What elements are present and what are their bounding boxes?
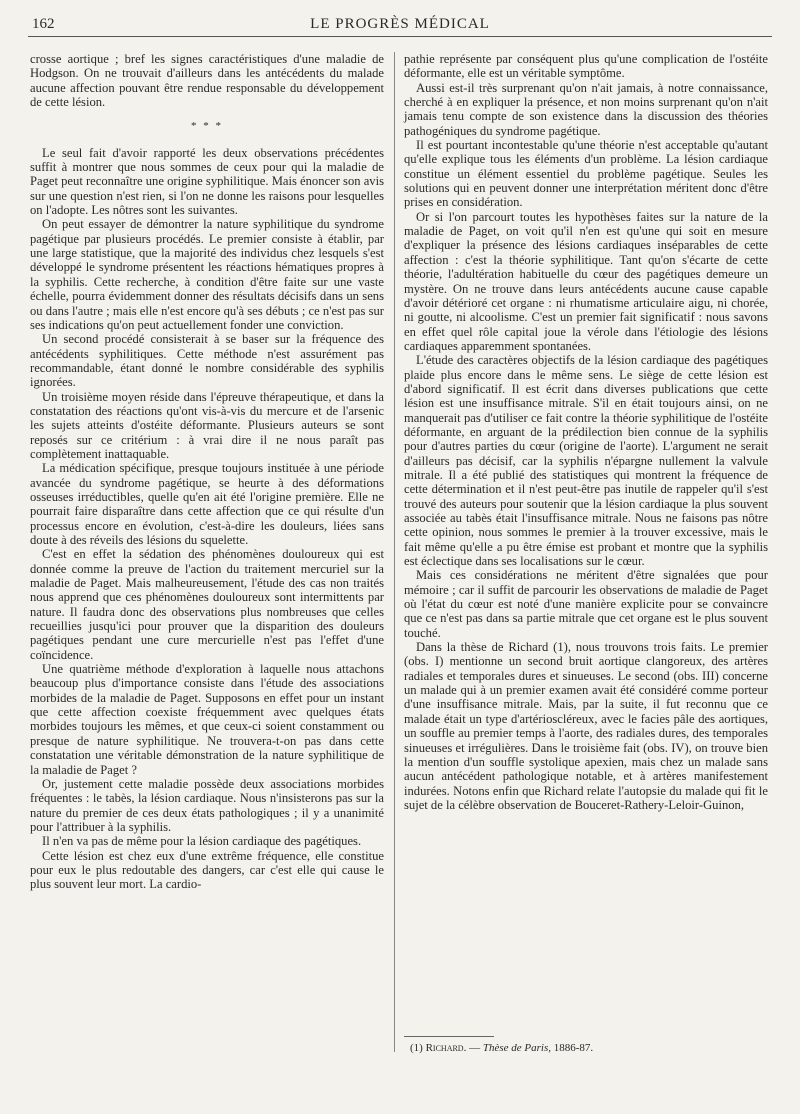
left-column xyxy=(30,52,384,892)
asterism-separator: * * * xyxy=(191,120,223,133)
paragraph: Cette lésion est chez eux d'une extrême fréquence, elle constitue pour eux le plus redoutable des dangers, car c'est elle qui cause le plus souvent leur mort. La cardio- xyxy=(30,848,384,892)
footnote-dash: — xyxy=(466,1042,483,1054)
paragraph: Une quatrième méthode d'exploration à laquelle nous attachons beaucoup plus d'importance consiste dans l'étude des associations morbides de la maladie de Paget. Supposons en effet pour un instant que cette affection coexiste fréquemment avec quelques états morbides toujours les mêmes, et que ceux-ci soient constamment ou presque de nature syphilitique. Ne trouvera-t-on pas dans cette constatation une véritable démonstration de la nature syphilitique de la maladie de Paget ? xyxy=(30,662,384,777)
footnote-author: Richard. xyxy=(425,1042,467,1054)
footnote xyxy=(410,1042,770,1054)
right-column xyxy=(404,52,768,812)
header-rule xyxy=(28,36,772,37)
paragraph: Un second procédé consisterait à se baser sur la fréquence des antécédents syphilitiques. Cette méthode n'est assurément pas recommandable, étant donné le nombre considérable des syphilis ignorées. xyxy=(30,332,384,390)
paragraph: C'est en effet la sédation des phénomènes douloureux qui est donnée comme la preuve de l'action du traitement mercuriel sur la maladie de Paget. Mais malheureusement, l'étude des cas non traités nous apprend que ces phénomènes douloureux sont intermittents par nature. Il faudra donc des observations plus nombreuses que celles recueillies jusqu'ici pour prouver que la disparition des douleurs pagétiques pendant une cure mercurielle n'est pas l'effet d'une coïncidence. xyxy=(30,547,384,662)
page-number: 162 xyxy=(32,16,55,32)
paragraph: Aussi est-il très surprenant qu'on n'ait jamais, à notre connaissance, cherché à en expliquer la présence, et non moins surprenant qu'on n'ait jamais tenu compte de son existence dans la discussion des théories pathogéniques du syndrome pagétique. xyxy=(404,80,768,138)
page-header xyxy=(28,16,772,38)
paragraph: Il n'en va pas de même pour la lésion cardiaque des pagétiques. xyxy=(42,834,362,849)
paragraph: Dans la thèse de Richard (1), nous trouvons trois faits. Le premier (obs. I) mentionne un second bruit aortique clangoreux, des artères radiales et temporales dures et sinueuses. Le second (obs. III) concerne un malade qui à un premier examen avait été considéré comme porteur d'une insuffisance mitrale. Mais, par la suite, il fut reconnu que ce malade était un type d'artérioscléreux, avec le facies pâle des aortiques, un souffle au premier temps à l'aorte, des radiales dures, des temporales sinueuses et irrégulières. Dans le troisième fait (obs. IV), on trouve bien la mention d'un souffle systolique apexien, mais chez un malade sans aucun antécédent pathologique notable, et à artères manifestement indurées. Notons enfin que Richard relate l'autopsie du malade qui fit le sujet de la célèbre observation de Bouceret-Rathery-Leloir-Guinon, xyxy=(404,640,768,812)
paragraph: La médication spécifique, presque toujours instituée à une période avancée du syndrome pagétique, se heurte à des déformations osseuses irréductibles, quelle qu'en ait été l'origine première. Elle ne pourrait faire disparaître dans cette affection que ce qui résulte d'un processus encore en évolution, c'est-à-dire les douleurs, liées sans doute à des réveils des lésions du squelette. xyxy=(30,461,384,547)
paragraph: On peut essayer de démontrer la nature syphilitique du syndrome pagétique par plusieurs procédés. Le premier consiste à établir, par une large statistique, que la majorité des individus chez lesquels s'est développé le syndrome présentent les réactions hématiques propres à la syphilis. Cette recherche, à condition d'être faite sur une vaste échelle, pourra évidemment donner des résultats décisifs dans un sens ou dans l'autre ; mais elle n'est encore qu'à ses débuts ; ce n'est pas sur ses indications qu'on peut actuellement fonder une conviction. xyxy=(30,217,384,332)
footnote-rule xyxy=(404,1036,494,1037)
paragraph: Or, justement cette maladie possède deux associations morbides fréquentes : le tabès, la lésion cardiaque. Nous n'insisterons pas sur la nature du premier de ces deux états pathologiques ; il y a unanimité pour l'attribuer à la syphilis. xyxy=(30,776,384,834)
paragraph: Le seul fait d'avoir rapporté les deux observations précédentes suffit à montrer que nous sommes de ceux pour qui la maladie de Paget peut reconnaître une origine syphilitique. Mais énoncer son avis sur une question n'est rien, si l'on ne donne les raisons pour lesquelles on l'adopte. Les nôtres sont les suivantes. xyxy=(30,145,384,218)
paragraph: crosse aortique ; bref les signes caractéristiques d'une maladie de Hodgson. On ne trouvait d'ailleurs dans les antécédents du malade aucune affection pouvant être rendue responsable du développement de cette lésion. xyxy=(30,52,384,110)
column-divider xyxy=(394,52,395,1052)
journal-title: LE PROGRÈS MÉDICAL xyxy=(310,16,490,32)
footnote-year: 1886-87. xyxy=(550,1042,594,1054)
paragraph: Mais ces considérations ne méritent d'être signalées que pour mémoire ; car il suffit de parcourir les observations de maladie de Paget où l'état du cœur est noté d'une manière explicite pour se convaincre que ce n'est pas dans sa partie mitrale que cet organe est le plus souvent touché. xyxy=(404,568,768,640)
footnote-marker: (1) xyxy=(410,1042,423,1054)
paragraph: Un troisième moyen réside dans l'épreuve thérapeutique, et dans la constatation des réactions qu'ont vis-à-vis du mercure et de l'arsenic les sujets atteints d'ostéite déformante. Plusieurs auteurs se sont reposés sur ce critérium : à vrai dire il ne nous paraît pas complètement inattaquable. xyxy=(30,389,384,461)
footnote-work: Thèse de Paris, xyxy=(482,1042,551,1054)
paragraph: Or si l'on parcourt toutes les hypothèses faites sur la nature de la maladie de Paget, on voit qu'il n'en est qu'une qui soit en mesure d'expliquer la présence des lésions cardiaques inséparables de cette affection : c'est la théorie syphilitique. Tant qu'on s'écarte de cette théorie, l'adultération habituelle du cœur des pagétiques demeure un mystère. On ne trouve dans leurs antécédents aucune cause capable d'avoir détérioré cet organe : ni rhumatisme articulaire aigu, ni chorée, ni goutte, ni alcoolisme. C'est un premier fait significatif : nous savons en effet quel rôle capital joue la vérole dans l'étiologie des lésions cardiaques apparemment spontanées. xyxy=(404,209,768,353)
paragraph: Il est pourtant incontestable qu'une théorie n'est acceptable qu'autant qu'elle explique tous les éléments d'un problème. La lésion cardiaque constitue un élément essentiel du problème pagétique. Seules les solutions qui en peuvent donner une interprétation méritent donc d'être prises en considération. xyxy=(404,138,768,210)
paragraph: L'étude des caractères objectifs de la lésion cardiaque des pagétiques plaide plus encore dans le même sens. Le siège de cette lésion est d'abord significatif. Il est écrit dans diverses publications que cette lésion est une insuffisance mitrale. S'il en était toujours ainsi, on ne manquerait pas d'utiliser ce fait contre la théorie syphilitique de l'ostéite déformante, en arguant de la prédilection bien connue de la syphilis pour d'autres parties du cœur (origine de l'aorte). L'argument ne serait d'ailleurs pas décisif, car la syphilis n'épargne nullement la valvule mitrale. Il a été publié des statistiques qui montrent la fréquence de cette détermination et il n'est peut-être pas inutile de rappeler qu'il s'est trouvé des auteurs pour soutenir que la lésion cardiaque la plus souvent associée au tabès était l'insuffisance mitrale. Nous ne faisons pas nôtre cette opinion, nous sommes le premier à la trouver excessive, mais le fait même qu'elle a pu être émise est probant et montre que la syphilis est éclectique dans ses localisations sur le cœur. xyxy=(404,353,768,569)
paragraph: pathie représente par conséquent plus qu'une complication de l'ostéite déformante, elle est un véritable symptôme. xyxy=(404,52,768,81)
